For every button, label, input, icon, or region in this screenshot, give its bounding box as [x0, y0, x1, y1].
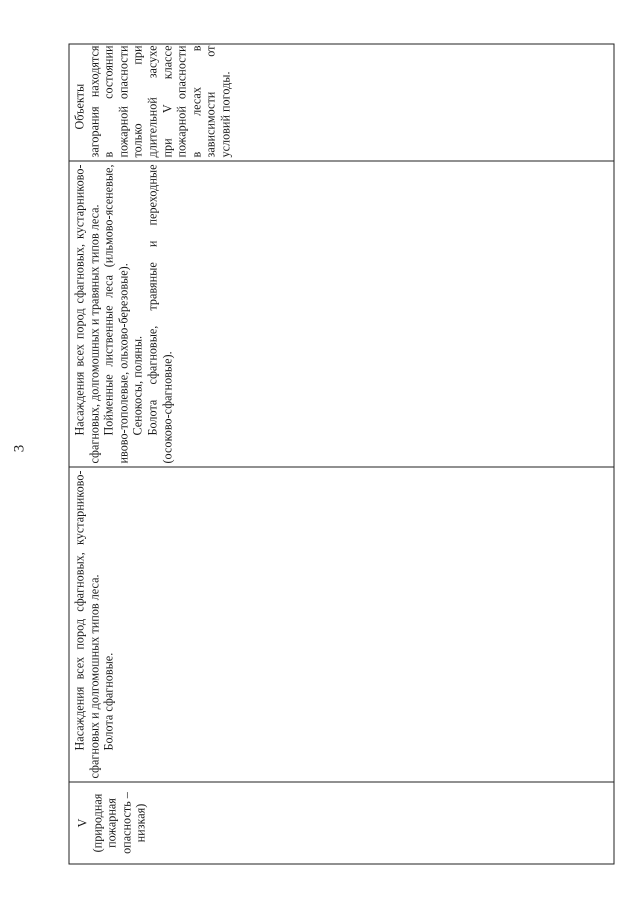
stands-paragraph: Насаждения всех пород сфагновых, кустарниково-сфагновых и долгомошных типов леса. — [72, 470, 101, 778]
objects-paragraph: Сенокосы, поляны. — [130, 335, 145, 435]
class-cell — [69, 781, 613, 863]
stands-paragraph: Болота сфагновые. — [101, 652, 116, 750]
page-number: 3 — [11, 444, 28, 453]
conditions-cell — [69, 42, 613, 160]
stands-cell — [69, 466, 613, 781]
class-description: (природная пожарная опасность – низкая) — [89, 791, 148, 854]
objects-paragraph: Болота сфагновые, травяные и переходные (осоково-сфагновые). — [144, 164, 174, 463]
fire-danger-table — [68, 43, 614, 864]
objects-paragraph: Насаждения всех пород сфагновых, кустарниково-сфагновых, долгомошных и травяных типов леса. — [72, 164, 101, 463]
ignition-objects-cell — [69, 160, 613, 466]
class-number: V — [75, 818, 89, 827]
document-table-wrapper — [68, 43, 614, 864]
objects-paragraph: Пойменные лиственные леса (ильмово-ясеневые, ивово-тополевые, ольхово-березовые). — [101, 164, 130, 463]
conditions-paragraph: Объекты загорания находятся в состоянии пожарной опасности только при длительной засухе при V классе пожарной опасности в лесах в зависимости от условий погоды. — [72, 45, 232, 157]
